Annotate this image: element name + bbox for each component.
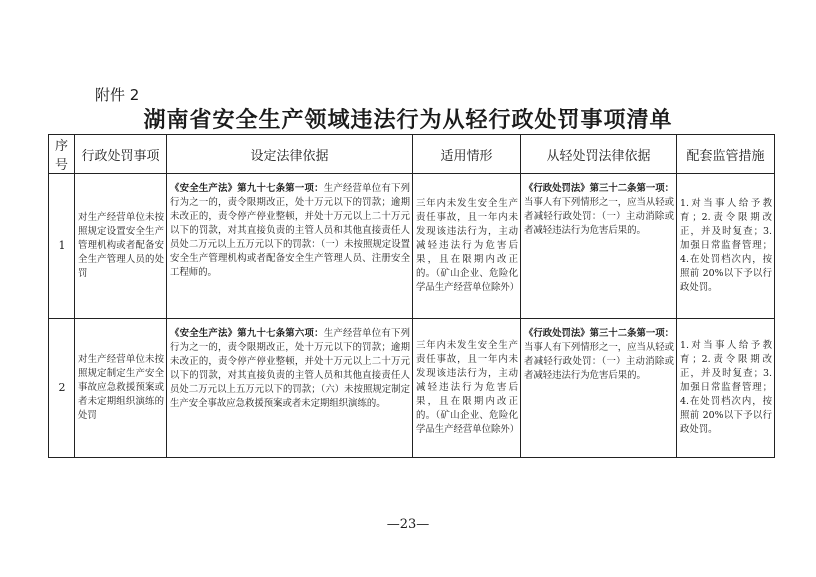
row-lenient-basis	[521, 319, 677, 458]
penalty-list-table	[48, 134, 775, 458]
table-row	[49, 319, 775, 458]
row-seq: 1	[49, 174, 75, 319]
basis-body: 生产经营单位有下列行为之一的，责令限期改正，处十万元以下的罚款；逾期未改正的，责令停产停业整顿，并处十万元以上二十万元以下的罚款，对其直接负责的主管人员和其他直接责任人员处二万元以上五万元以下的罚款：（一）未按照规定设置安全生产管理机构或者配备安全生产管理人员、注册安全工程师的。	[170, 183, 410, 278]
row-measures: 1.对当事人给予教育；2.责令限期改正，并及时复查；3.加强日常监督管理；4.在处罚档次内，按照前 20%以下予以行政处罚。	[677, 319, 775, 458]
lenient-heading: 《行政处罚法》第三十二条第一项：	[524, 328, 675, 339]
basis-heading: 《安全生产法》第九十七条第一项：	[170, 183, 324, 194]
page-number: —23—	[386, 517, 430, 532]
header-measures: 配套监管措施	[677, 135, 775, 174]
row-seq: 2	[49, 319, 75, 458]
basis-heading: 《安全生产法》第九十七条第六项：	[170, 328, 324, 339]
row-lenient-basis	[521, 174, 677, 319]
header-seq: 序号	[49, 135, 75, 174]
row-measures: 1.对当事人给予教育；2.责令限期改正，并及时复查；3.加强日常监督管理；4.在处罚档次内，按照前 20%以下予以行政处罚。	[677, 174, 775, 319]
document-title: 湖南省安全生产领域违法行为从轻行政处罚事项清单	[143, 107, 673, 133]
attachment-label: 附件 2	[95, 86, 140, 104]
table-header-row	[49, 135, 775, 174]
header-basis: 设定法律依据	[167, 135, 413, 174]
basis-body: 生产经营单位有下列行为之一的，责令限期改正，处十万元以下的罚款；逾期未改正的，责令停产停业整顿，并处十万元以上二十万元以下的罚款，对其直接负责的主管人员和其他直接责任人员处二万元以上五万元以下的罚款；（六）未按照规定制定生产安全事故应急救援预案或者未定期组织演练的。	[170, 328, 410, 409]
header-lenient-basis: 从轻处罚法律依据	[521, 135, 677, 174]
row-basis	[167, 319, 413, 458]
row-basis	[167, 174, 413, 319]
row-applicable: 三年内未发生安全生产责任事故，且一年内未发现该违法行为，主动减轻违法行为危害后果，且在限期内改正的。（矿山企业、危险化学品生产经营单位除外）	[413, 174, 521, 319]
header-item: 行政处罚事项	[75, 135, 167, 174]
row-applicable: 三年内未发生安全生产责任事故，且一年内未发现该违法行为，主动减轻违法行为危害后果，且在限期内改正的。（矿山企业、危险化学品生产经营单位除外）	[413, 319, 521, 458]
header-applicable: 适用情形	[413, 135, 521, 174]
row-item: 对生产经营单位未按照规定设置安全生产管理机构或者配备安全生产管理人员的处罚	[75, 174, 167, 319]
row-item: 对生产经营单位未按照规定制定生产安全事故应急救援预案或者未定期组织演练的处罚	[75, 319, 167, 458]
table-row	[49, 174, 775, 319]
lenient-body: 当事人有下列情形之一，应当从轻或者减轻行政处罚：（一）主动消除或者减轻违法行为危害后果的。	[524, 197, 675, 236]
lenient-body: 当事人有下列情形之一，应当从轻或者减轻行政处罚：（一）主动消除或者减轻违法行为危害后果的。	[524, 342, 675, 381]
lenient-heading: 《行政处罚法》第三十二条第一项：	[524, 183, 675, 194]
